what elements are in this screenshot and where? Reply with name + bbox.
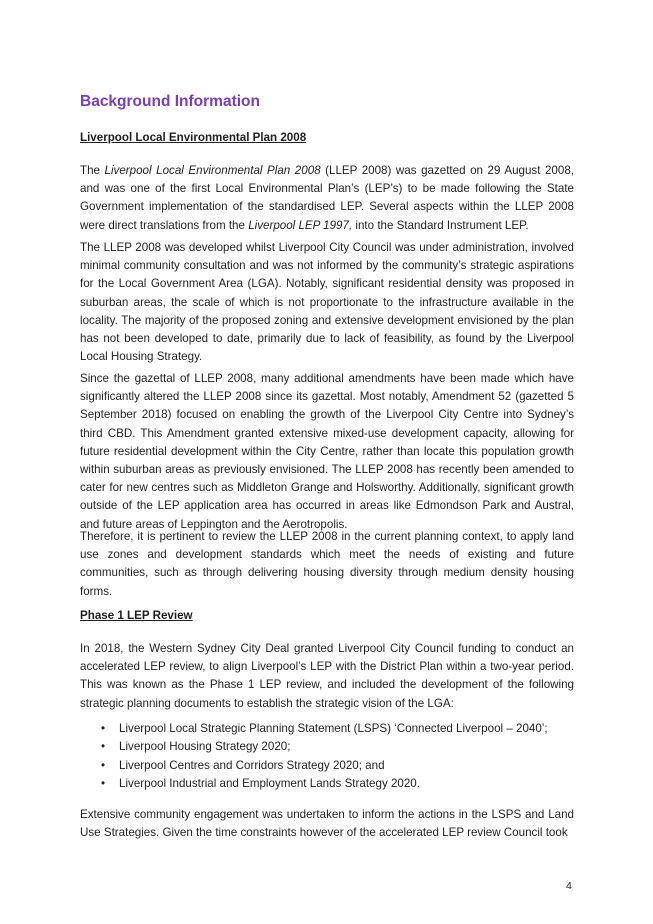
bullet-icon: • — [101, 740, 106, 754]
list-item — [80, 738, 574, 756]
paragraph-text: (LLEP 2008) was gazetted on 29 August 2008, and was one of the first Local Environmental Plan’s (LEP’s) to be made following the State Government implementation of the standardised LEP. Several aspects within the LLEP 2008 were direct translations from the — [80, 164, 574, 232]
list-item-text: Liverpool Industrial and Employment Lands Strategy 2020. — [119, 777, 420, 791]
list-item-text: Liverpool Housing Strategy 2020; — [119, 740, 291, 754]
paragraph-llep-amendments: Since the gazettal of LLEP 2008, many additional amendments have been made which have significantly altered the LLEP 2008 since its gazettal. Most notably, Amendment 52 (gazetted 5 September 2018) focused on enabling the growth of the Liverpool City Centre into Sydney’s third CBD. This Amendment granted extensive mixed-use development capacity, allowing for future residential development within the City Centre, rather than locate this population growth within suburban areas as previously envisioned. The LLEP 2008 has recently been amended to cater for new centres such as Middleton Grange and Holsworthy. Additionally, significant growth outside of the LEP application area has occurred in areas like Edmondson Park and Austral, and future areas of Leppington and the Aerotropolis. — [80, 372, 574, 531]
bullet-icon: • — [101, 722, 106, 735]
paragraph-llep-review-rationale: Therefore, it is pertinent to review the LLEP 2008 in the current planning context, to apply land use zones and development standards which meet the needs of existing and future communities, such as through delivering housing diversity through medium density housing forms. — [80, 530, 574, 598]
italic-plan-name: Liverpool Local Environmental Plan 2008 — [104, 164, 321, 177]
list-item-text: Liverpool Local Strategic Planning Statement (LSPS) ‘Connected Liverpool – 2040’; — [119, 722, 548, 735]
page-heading: Background Information — [80, 93, 260, 110]
paragraph-llep-development: The LLEP 2008 was developed whilst Liverpool City Council was under administration, involved minimal community consultation and was not informed by the community’s strategic aspirations for the Local Government Area (LGA). Notably, significant residential density was proposed in suburban areas, the scale of which is not proportionate to the infrastructure available in the locality. The majority of the proposed zoning and extensive development envisioned by the plan has not been developed to date, primarily due to lack of feasibility, as found by the Liverpool Local Housing Strategy. — [80, 241, 574, 364]
bullet-icon: • — [101, 777, 106, 791]
list-item — [80, 757, 574, 775]
section-title-llep-2008: Liverpool Local Environmental Plan 2008 — [80, 131, 307, 144]
list-item-text: Liverpool Centres and Corridors Strategy 2020; and — [119, 758, 385, 772]
bullet-icon: • — [101, 758, 106, 772]
paragraph-text: The — [80, 164, 105, 177]
list-item — [80, 720, 574, 738]
list-item — [80, 775, 574, 793]
page-number: 4 — [566, 880, 572, 892]
section-title-phase1-review: Phase 1 LEP Review — [80, 609, 193, 622]
paragraph-community-engagement: Extensive community engagement was undertaken to inform the actions in the LSPS and Land Use Strategies. Given the time constraints however of the accelerated LEP review Council took — [80, 808, 574, 840]
paragraph-phase1-intro: In 2018, the Western Sydney City Deal granted Liverpool City Council funding to conduct an accelerated LEP review, to align Liverpool’s LEP with the District Plan within a two-year period. This was known as the Phase 1 LEP review, and included the development of the following strategic planning documents to establish the strategic vision of the LGA: — [80, 642, 574, 710]
paragraph-llep-intro — [80, 162, 574, 235]
paragraph-text: into the Standard Instrument LEP. — [352, 218, 529, 232]
strategy-document-list — [80, 720, 574, 794]
italic-lep-1997: Liverpool LEP 1997, — [248, 218, 353, 232]
